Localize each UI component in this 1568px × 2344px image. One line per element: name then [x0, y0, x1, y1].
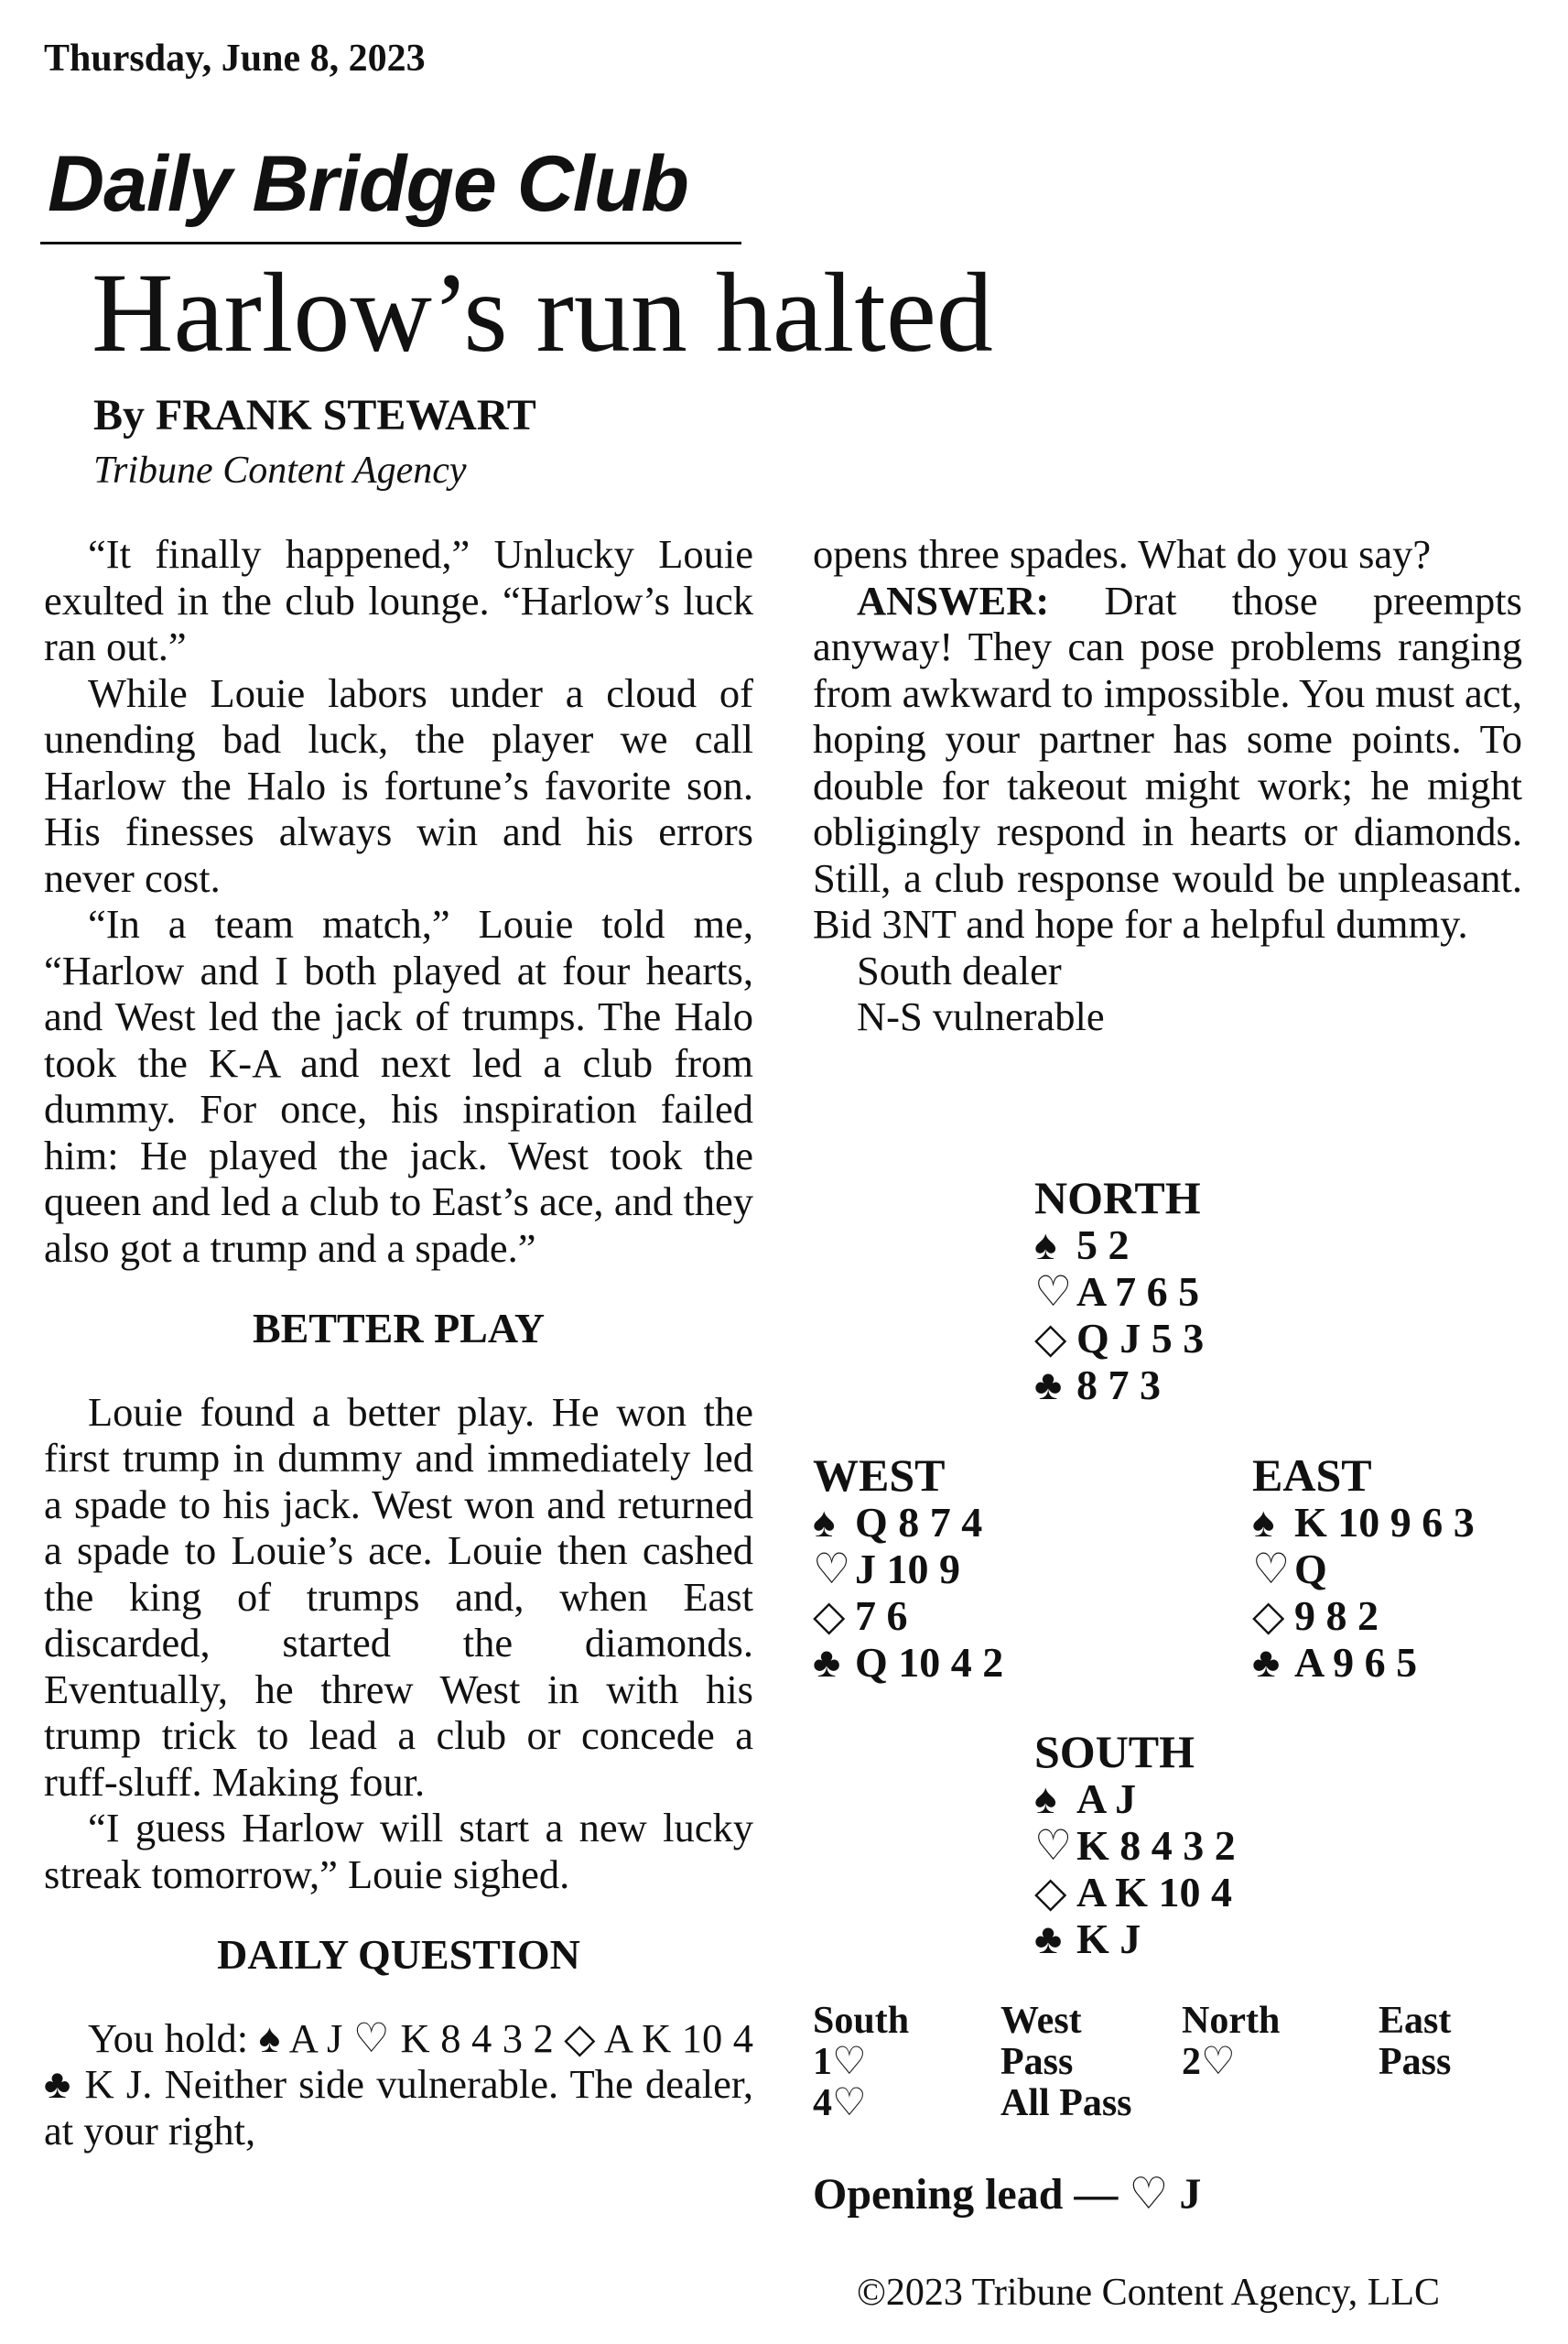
diamond-icon: ◇ [1034, 1315, 1067, 1362]
answer-label: ANSWER: [857, 577, 1050, 624]
dealer-note: South dealer [857, 947, 1062, 993]
auction-table [813, 2001, 1509, 2124]
answer-paragraph [813, 578, 1522, 948]
clubs-holding: ♣ K J [1034, 1915, 1141, 1962]
auction-header: South [813, 2000, 910, 2042]
copyright-notice: ©2023 Tribune Content Agency, LLC [857, 2272, 1441, 2314]
left-column [44, 531, 753, 2154]
vulnerability-note: N-S vulnerable [857, 993, 1105, 1039]
clubs-holding: ♣ 8 7 3 [1034, 1362, 1161, 1408]
club-icon: ♣ [1034, 1915, 1063, 1962]
hearts-holding: ♡ A 7 6 5 [1034, 1268, 1200, 1315]
spade-icon: ♠ [813, 1499, 836, 1546]
seat-label: NORTH [1034, 1172, 1201, 1223]
auction-bid: Pass [1379, 2041, 1452, 2083]
diamonds-holding: ◇ Q J 5 3 [1034, 1315, 1205, 1362]
auction-header: East [1379, 2000, 1452, 2042]
question-continued: opens three spades. What do you say? [813, 531, 1432, 577]
byline: By FRANK STEWART [93, 391, 536, 440]
spades-holding: ♠ K 10 9 6 3 [1252, 1499, 1475, 1546]
question-text: You hold: ♠ A J ♡ K 8 4 3 2 ◇ A K 10 4 ♣ K J. Neither side vulnerable. The dealer, at your right, [44, 2014, 753, 2154]
headline: Harlow’s run halted [92, 250, 993, 375]
hearts-holding: ♡ Q [1252, 1546, 1327, 1592]
paragraph-4: Louie found a better play. He won the first trump in dummy and immediately led a spade to his jack. West won and returned a spade to Louie’s ace. Louie then cashed the king of trumps and, when East discarded, started the diamonds. Eventually, he threw West in with his trump trick to lead a club or concede a ruff-sluff. Making four. [44, 1388, 753, 1805]
heart-icon: ♡ [1034, 1822, 1073, 1869]
hand-east [1252, 1449, 1475, 1686]
agency-credit: Tribune Content Agency [93, 450, 467, 492]
spades-holding: ♠ Q 8 7 4 [813, 1499, 983, 1546]
heart-icon: ♡ [1034, 1268, 1073, 1315]
spades-holding: ♠ 5 2 [1034, 1221, 1130, 1268]
answer-text: Drat those preempts anyway! They can pose problems ranging from awkward to impossible. You must act, hoping your partner has some points. To double for takeout might work; he might obligingly respond in hearts or diamonds. Still, a club response would be unpleasant. Bid 3NT and hope for a helpful dummy. [813, 577, 1522, 947]
seat-label: EAST [1252, 1449, 1372, 1501]
heart-icon: ♡ [1252, 1546, 1291, 1592]
subhead-better-play: BETTER PLAY [252, 1305, 546, 1351]
article-date: Thursday, June 8, 2023 [44, 38, 426, 80]
right-column [813, 531, 1522, 1040]
spades-holding: ♠ A J [1034, 1775, 1137, 1822]
seat-label: SOUTH [1034, 1726, 1195, 1777]
diamond-icon: ◇ [1252, 1592, 1285, 1639]
club-icon: ♣ [1034, 1362, 1063, 1408]
club-icon: ♣ [1252, 1639, 1281, 1686]
auction-header: West [1000, 2000, 1082, 2042]
diamond-icon: ◇ [813, 1592, 846, 1639]
auction-bid: Pass [1000, 2041, 1074, 2083]
column-title: Daily Bridge Club [48, 140, 688, 228]
paragraph-5: “I guess Harlow will start a new lucky streak tomorrow,” Louie sighed. [44, 1805, 753, 1897]
paragraph-1: “It finally happened,” Unlucky Louie exulted in the club lounge. “Harlow’s luck ran out.” [44, 531, 753, 669]
diamonds-holding: ◇ 9 8 2 [1252, 1592, 1379, 1639]
diamonds-holding: ◇ 7 6 [813, 1592, 908, 1639]
auction-bid: 4♡ [813, 2082, 867, 2124]
paragraph-3: “In a team match,” Louie told me, “Harlow and I both played at four hearts, and West led the jack of trumps. The Halo took the K-A and next led a club from dummy. For once, his inspiration failed him: He played the jack. West took the queen and led a club to East’s ace, and they also got a trump and a spade.” [44, 901, 753, 1271]
auction-bid: 1♡ [813, 2041, 867, 2083]
seat-label: WEST [813, 1449, 946, 1501]
auction-bid [1379, 2083, 1509, 2124]
spade-icon: ♠ [1034, 1221, 1057, 1268]
auction-bid: 2♡ [1182, 2041, 1236, 2083]
spade-icon: ♠ [1252, 1499, 1275, 1546]
auction-bid [1182, 2083, 1379, 2124]
hand-west [813, 1449, 1004, 1686]
clubs-holding: ♣ A 9 6 5 [1252, 1639, 1418, 1686]
paragraph-2: While Louie labors under a cloud of unending bad luck, the player we call Harlow the Halo is fortune’s favorite son. His finesses always win and his errors never cost. [44, 669, 753, 901]
hand-south [1034, 1726, 1236, 1962]
heart-icon: ♡ [813, 1546, 851, 1592]
hearts-holding: ♡ J 10 9 [813, 1546, 960, 1592]
opening-lead: Opening lead — ♡ J [813, 2170, 1202, 2219]
spade-icon: ♠ [1034, 1775, 1057, 1822]
hand-north [1034, 1172, 1205, 1408]
diamond-icon: ◇ [1034, 1869, 1067, 1915]
hearts-holding: ♡ K 8 4 3 2 [1034, 1822, 1236, 1869]
club-icon: ♣ [813, 1639, 841, 1686]
auction-bid: All Pass [1000, 2082, 1132, 2124]
diamonds-holding: ◇ A K 10 4 [1034, 1869, 1232, 1915]
auction-header: North [1182, 2000, 1281, 2042]
clubs-holding: ♣ Q 10 4 2 [813, 1639, 1004, 1686]
title-rule [40, 242, 741, 244]
subhead-daily-question: DAILY QUESTION [217, 1931, 580, 1978]
